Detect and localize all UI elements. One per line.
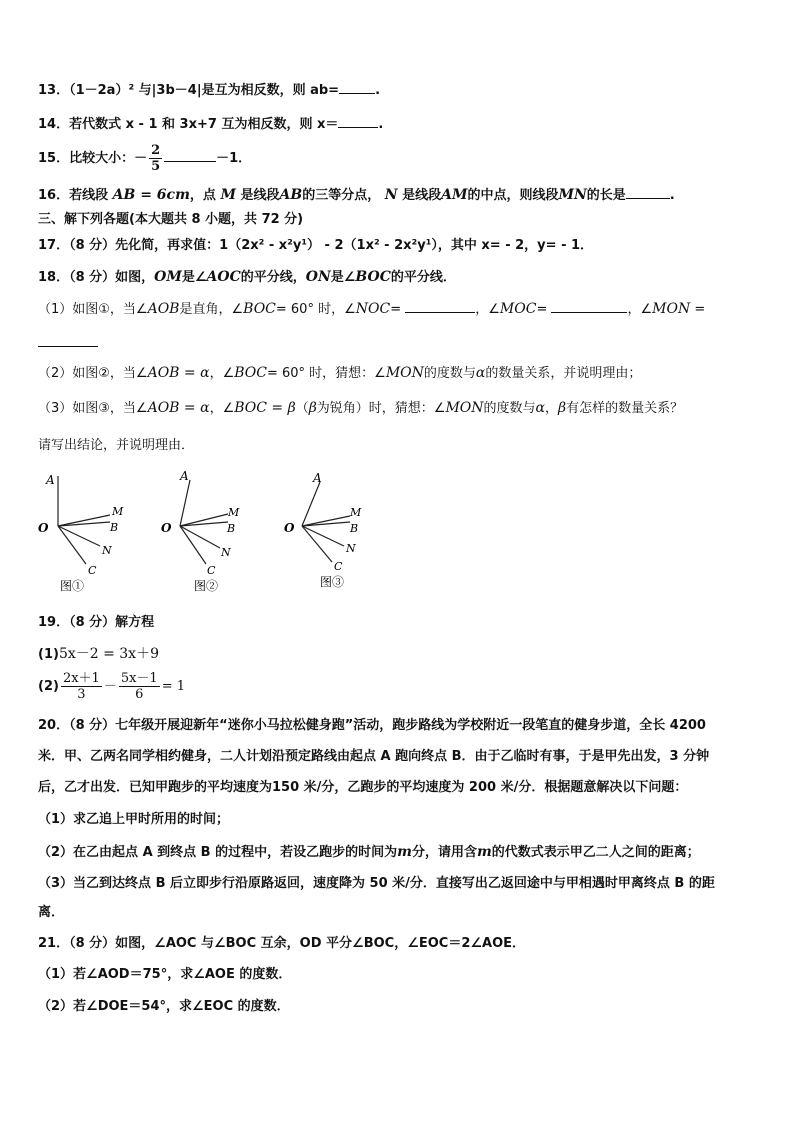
q19-fraction-1 — [61, 671, 102, 702]
fig3-label-n: N — [346, 542, 356, 555]
q15-denominator: 5 — [151, 159, 161, 174]
q16-answer-blank — [626, 197, 670, 199]
fig2-label-o: O — [161, 521, 172, 535]
fig3-label-m: M — [350, 506, 362, 519]
q16-part: 的中点，则线段 — [467, 188, 559, 203]
q18-part: 是直角，∠ — [179, 302, 244, 317]
q18-figures — [30, 466, 410, 596]
figure-1 — [38, 473, 124, 593]
q16-part: 的三等分点， — [302, 188, 381, 203]
q18-part: 有怎样的数量关系？ — [566, 401, 684, 416]
question-18-part-3 — [38, 399, 683, 418]
q20-part-1: （1）求乙追上甲时所用的时间； — [38, 812, 230, 827]
q18-part: ， — [545, 401, 559, 416]
q18-part: 的数量关系，并说明理由； — [485, 366, 642, 381]
question-14 — [38, 116, 383, 134]
q18-moc: MOC — [499, 301, 537, 317]
q13-answer-blank — [339, 92, 375, 94]
q15-answer-blank — [164, 160, 216, 162]
q18-part: 是∠ — [181, 270, 207, 285]
q18-part: 是∠ — [330, 270, 356, 285]
q15-prefix: 15．比较大小：－ — [38, 151, 148, 166]
fig1-label-a: A — [46, 473, 55, 487]
q18-noc-blank — [405, 311, 475, 313]
q16-part: 是线段 — [402, 188, 442, 203]
q18-part: = 60° 时，猜想：∠ — [266, 366, 386, 381]
q18-part: ，∠ — [209, 401, 235, 416]
q19-eq2-label: (2) — [38, 679, 59, 694]
question-17: 17．（8 分）先化简，再求值：1（2x² - x²y¹） - 2（1x² - 2x²y¹），其中 x= - 2，y= - 1． — [38, 238, 594, 253]
question-18-intro — [38, 268, 456, 287]
fig3-label-o: O — [284, 521, 295, 535]
q19-equation-2 — [38, 670, 185, 704]
fig2-label-b: B — [227, 522, 236, 535]
q18-part: = 60° 时，∠ — [275, 302, 356, 317]
q18-part: ，∠ — [627, 302, 653, 317]
q18-part: ，∠ — [475, 302, 500, 317]
q15-fraction — [149, 143, 162, 174]
q19-equation-1 — [38, 645, 159, 664]
q18-boc: BOC — [234, 365, 267, 381]
q20-part-2 — [38, 843, 700, 862]
fig2-caption: 图② — [194, 579, 219, 593]
q20-line-3: 后，乙才出发．已知甲跑步的平均速度为150 米/分，乙跑步的平均速度为 200 米/分．根据题意解决以下问题： — [38, 780, 688, 795]
q16-point-n: N — [384, 187, 398, 203]
q18-om: OM — [154, 269, 182, 285]
q18-beta: β — [308, 400, 317, 416]
q18-part: 的度数与 — [423, 366, 476, 381]
q14-answer-blank — [338, 126, 378, 128]
fig1-label-m: M — [112, 505, 124, 518]
section-3-heading: 三、解下列各题(本大题共 8 小题，共 72 分) — [38, 212, 304, 227]
q16-segment-am: AM — [441, 187, 468, 203]
fig2-label-n: N — [221, 546, 231, 559]
q18-part: 的平分线， — [240, 270, 306, 285]
q20-line-1: 20．（8 分）七年级开展迎新年“迷你小马拉松健身跑”活动，跑步路线为学校附近一段笔直的健身步道，全长 4200 — [38, 718, 706, 733]
q18-moc-blank — [551, 311, 627, 313]
q18-part: 的度数与 — [483, 401, 536, 416]
fig2-label-m: M — [228, 506, 240, 519]
q18-alpha: α — [475, 365, 486, 381]
q19-f1-den: 3 — [77, 687, 86, 702]
q18-aoc: AOC — [206, 269, 241, 285]
q18-part: = — [390, 302, 402, 317]
fig3-label-a: A — [313, 471, 322, 485]
q19-eq1-label: (1) — [38, 647, 59, 662]
question-18-part-2 — [38, 364, 641, 383]
q18-beta: β — [558, 400, 567, 416]
question-15 — [38, 141, 251, 177]
q18-on: ON — [305, 269, 331, 285]
q15-numerator: 2 — [151, 143, 161, 158]
q20-part-3: （3）当乙到达终点 B 后立即步行沿原路返回，速度降为 50 米/分．直接写出乙返回途中与甲相遇时甲离终点 B 的距 — [38, 876, 715, 891]
q18-part: （1）如图①，当∠ — [38, 302, 148, 317]
q13-text: 13．（1－2a）² 与|3b－4|是互为相反数，则 ab= — [38, 83, 340, 98]
q18-boc: BOC — [355, 269, 391, 285]
figure-2 — [161, 469, 240, 593]
fig3-label-b: B — [350, 522, 359, 535]
q16-point-m: M — [220, 187, 236, 203]
q14-end: . — [378, 117, 384, 132]
q16-part: 的长是 — [586, 188, 626, 203]
q20-var-m: m — [397, 844, 412, 860]
q14-text: 14．若代数式 x - 1 和 3x+7 互为相反数，则 x＝ — [38, 117, 339, 132]
q19-f1-num: 2x＋1 — [62, 671, 100, 686]
fig2-label-c: C — [207, 564, 216, 577]
question-13 — [38, 82, 380, 100]
question-21-intro: 21．（8 分）如图，∠AOC 与∠BOC 互余，OD 平分∠BOC，∠EOC＝2∠AOE． — [38, 936, 526, 951]
q13-end: . — [375, 83, 381, 98]
q16-part: ，点 — [189, 188, 216, 203]
question-19-title: 19．（8 分）解方程 — [38, 615, 155, 630]
q16-segment-ab: AB — [279, 187, 303, 203]
q20-p2-text: 的代数式表示甲乙二人之间的距离； — [491, 845, 700, 860]
q18-aob: AOB = α — [147, 400, 210, 416]
q16-ab-length: AB = 6cm — [112, 187, 190, 203]
question-18-part-3-line-2: 请写出结论，并说明理由． — [38, 438, 195, 453]
q18-part: 为锐角）时，猜想：∠ — [316, 401, 446, 416]
q21-part-1: （1）若∠AOD＝75°，求∠AOE 的度数． — [38, 967, 292, 982]
fig1-caption: 图① — [60, 579, 85, 593]
q18-mon: MON — [385, 365, 424, 381]
q19-rhs: = 1 — [161, 679, 185, 694]
q20-part-3-end: 离． — [38, 905, 65, 920]
q20-var-m: m — [476, 844, 492, 860]
q18-mon-blank — [38, 346, 98, 347]
q18-part: = — [694, 302, 706, 317]
figure-3 — [284, 471, 362, 589]
q16-part: 是线段 — [240, 188, 280, 203]
question-18-part-1 — [38, 300, 705, 319]
q19-minus: － — [103, 679, 117, 694]
q18-alpha: α — [535, 400, 545, 416]
q20-line-2: 米．甲、乙两名同学相约健身，二人计划沿预定路线由起点 A 跑向终点 B．由于乙临时有事，于是甲先出发，3 分钟 — [38, 749, 710, 764]
q18-part: = — [536, 302, 548, 317]
q20-p2-text: （2）在乙由起点 A 到终点 B 的过程中，若设乙跑步的时间为 — [38, 845, 398, 860]
q19-eq1: 5x－2 = 3x＋9 — [58, 646, 159, 662]
q19-fraction-2 — [119, 671, 160, 702]
q18-boc: BOC — [243, 301, 276, 317]
q18-part: （ — [295, 401, 309, 416]
q18-boc: BOC = β — [234, 400, 296, 416]
q18-aob: AOB = α — [147, 365, 210, 381]
q18-part: （3）如图③，当∠ — [38, 401, 148, 416]
q18-aob: AOB — [147, 301, 180, 317]
q15-rest: －1． — [216, 151, 252, 166]
fig1-label-b: B — [110, 521, 119, 534]
q18-part: 18．（8 分）如图， — [38, 270, 155, 285]
q19-f2-num: 5x－1 — [120, 671, 158, 686]
q21-part-2: （2）若∠DOE＝54°，求∠EOC 的度数． — [38, 999, 290, 1014]
q16-end: . — [669, 188, 675, 203]
fig3-caption: 图③ — [320, 575, 345, 589]
fig1-label-n: N — [102, 544, 112, 557]
q18-mon: MON — [445, 400, 484, 416]
q18-noc: NOC — [355, 301, 391, 317]
q19-f2-den: 6 — [135, 687, 144, 702]
q16-segment-mn: MN — [558, 187, 587, 203]
q20-p2-text: 分，请用含 — [411, 845, 477, 860]
q18-part: （2）如图②，当∠ — [38, 366, 148, 381]
fig1-label-o: O — [38, 521, 49, 535]
q18-mon: MON — [652, 301, 691, 317]
q16-part: 16．若线段 — [38, 188, 109, 203]
q18-part: ，∠ — [209, 366, 235, 381]
fig3-label-c: C — [334, 560, 343, 573]
question-16 — [38, 186, 675, 205]
q18-part: 的平分线． — [390, 270, 456, 285]
fig2-label-a: A — [180, 469, 189, 483]
fig1-label-c: C — [88, 564, 97, 577]
